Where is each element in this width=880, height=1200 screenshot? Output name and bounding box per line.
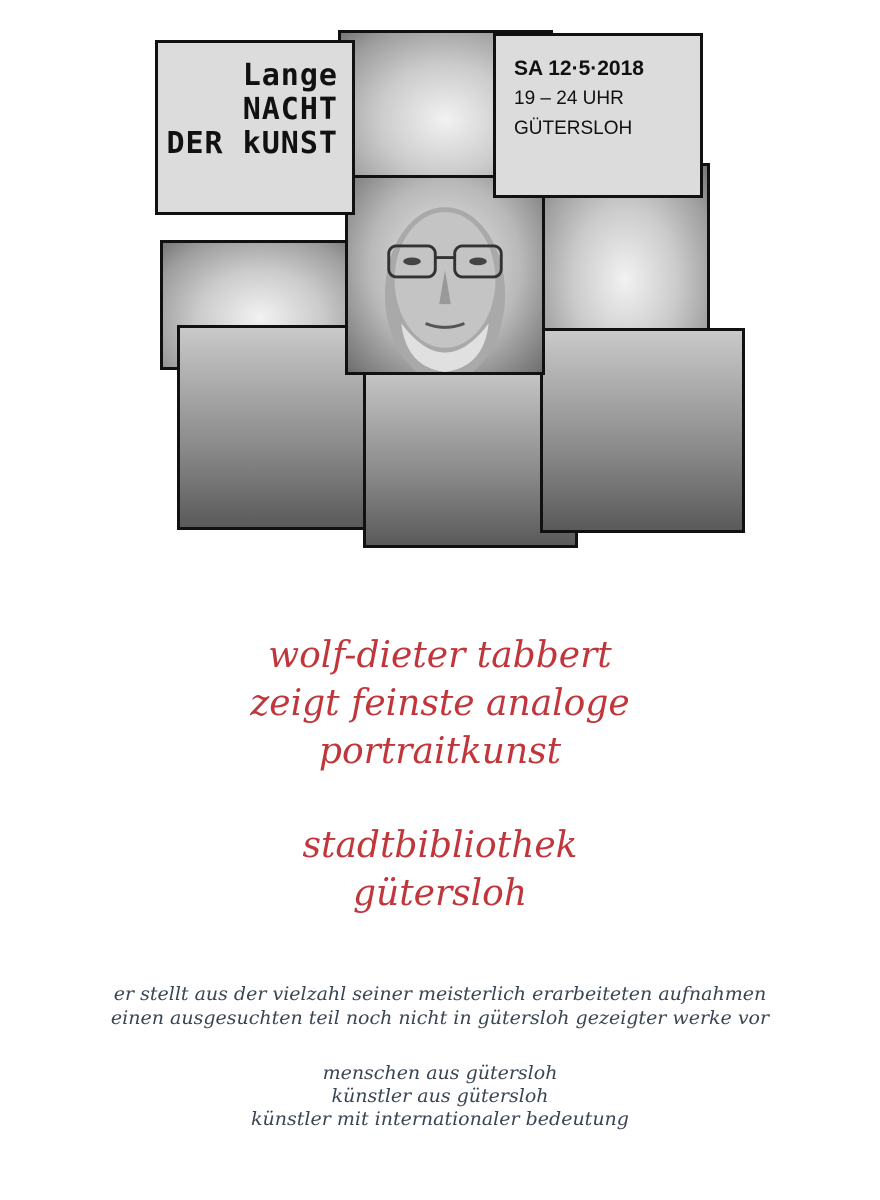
portrait-collage [150, 25, 750, 550]
portrait-face-image [348, 178, 542, 372]
event-info-tile [493, 33, 703, 198]
description-text [0, 982, 880, 1030]
event-title-line-1: Lange [242, 58, 338, 93]
event-time: 19 – 24 UHR [514, 88, 624, 109]
description-line-2: einen ausgesuchten teil noch nicht in gütersloh gezeigter werke vor [110, 1007, 770, 1029]
venue-line-2: gütersloh [352, 873, 528, 914]
venue-heading [0, 822, 880, 918]
artist-headline [0, 632, 880, 776]
collage-tile-face [345, 175, 545, 375]
event-title-line-2: NACHT [242, 92, 338, 127]
collage-tile-bottom-right [540, 328, 745, 533]
event-city: GÜTERSLOH [514, 118, 633, 139]
venue-line-1: stadtbibliothek [302, 825, 578, 866]
event-title-line-3: DER kUNST [166, 126, 338, 161]
headline-line-1: wolf-dieter tabbert [268, 635, 612, 676]
event-info [514, 54, 644, 144]
description-line-1: er stellt aus der vielzahl seiner meisterlich erarbeiteten aufnahmen [113, 983, 767, 1005]
event-title-tile [155, 40, 355, 215]
headline-line-3: portraitkunst [318, 731, 562, 772]
headline-line-2: zeigt feinste analoge [250, 683, 630, 724]
event-date: SA 12·5·2018 [514, 57, 644, 80]
subject-list [0, 1062, 880, 1131]
list-item: künstler mit internationaler bedeutung [251, 1108, 629, 1130]
list-item: künstler aus gütersloh [331, 1085, 549, 1107]
list-item: menschen aus gütersloh [322, 1062, 558, 1084]
event-title [158, 59, 338, 161]
